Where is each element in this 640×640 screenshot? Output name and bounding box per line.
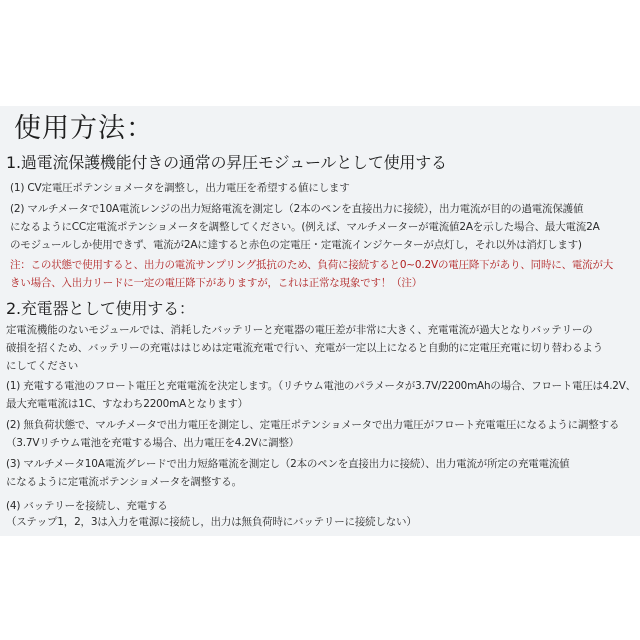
section2-line-3: にしてください: [6, 360, 79, 372]
section2-line-1: 定電流機能のないモジュールでは、消耗したバッテリーと充電器の電圧差が非常に大きく、充電電流が過大となりバッテリーの: [6, 324, 593, 336]
section2-line-6: (2) 無負荷状態で、マルチメータで出力電圧を測定し、定電圧ポテンショメータで出力電圧がフロート充電電圧になるように調整する: [6, 419, 620, 431]
section2-line-2: 破損を招くため、バッテリーの充電ははじめは定電流充電で行い、充電が一定以上になると自動的に定電圧充電に切り替わるよう: [6, 342, 603, 354]
section1-heading: 1.過電流保護機能付きの通常の昇圧モジュールとして使用する: [6, 153, 447, 172]
section2-line-8: (3) マルチメータ10A電流グレードで出力短絡電流を測定し（2本のペンを直接出力に接続）、出力電流が所定の充電電流値: [6, 458, 570, 470]
section1-note-2: きい場合、入出力リードに一定の電圧降下がありますが，これは正常な現象です！（注）: [10, 277, 422, 289]
section2-line-11: （ステップ1，2，3は入力を電源に接続し，出力は無負荷時にバッテリーに接続しない）: [6, 516, 417, 528]
section1-note-1: 注：この状態で使用すると、出力の電流サンプリング抵抗のため、負荷に接続すると0~0.2Vの電圧降下があり、同時に、電流が大: [10, 259, 614, 271]
instruction-page: [0, 106, 640, 536]
section2-heading: 2.充電器として使用する：: [6, 299, 195, 318]
section2-line-5: 最大充電電流は1C、すなわち2200mAとなります）: [6, 398, 248, 410]
section1-line-4: のモジュールしか使用できず、電流が2Aに達すると赤色の定電圧・定電流インジケーターが点灯し，それ以外は消灯します): [10, 239, 582, 251]
section1-line-1: (1) CV定電圧ポテンショメータを調整し，出力電圧を希望する値にします: [10, 182, 350, 194]
section1-line-3: になるようにCC定電流ポテンショメータを調整してください。(例えば、マルチメーターが電流値2Aを示した場合、最大電流2A: [10, 221, 600, 233]
section2-line-10: (4) バッテリーを接続し、充電する: [6, 500, 168, 512]
section2-line-7: （3.7Vリチウム電池を充電する場合、出力電圧を4.2Vに調整）: [6, 437, 300, 449]
section1-line-2: (2) マルチメータで10A電流レンジの出力短絡電流を測定し（2本のペンを直接出力に接続），出力電流が目的の過電流保護値: [10, 203, 584, 215]
page-title: 使用方法：: [14, 113, 154, 144]
section2-line-4: (1) 充電する電池のフロート電圧と充電電流を決定します。（リチウム電池のパラメータが3.7V/2200mAhの場合、フロート電圧は4.2V、: [6, 380, 636, 392]
section2-line-9: になるように定電流ポテンショメータを調整する。: [6, 476, 242, 488]
